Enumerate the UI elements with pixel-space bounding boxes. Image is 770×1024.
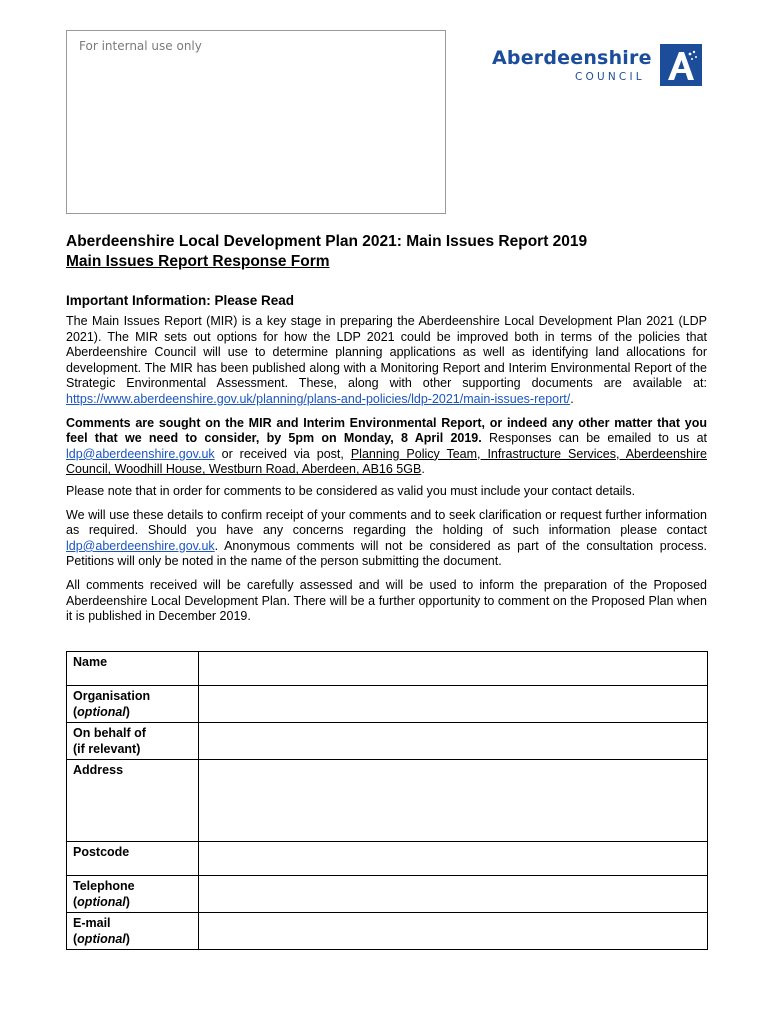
email-field[interactable] [199, 913, 708, 950]
if-relevant-text: (if relevant) [73, 742, 141, 756]
page-title: Aberdeenshire Local Development Plan 2021: Main Issues Report 2019 [66, 233, 588, 250]
organisation-field[interactable] [199, 686, 708, 723]
paragraph-privacy [66, 508, 707, 570]
paren-open: ( [73, 932, 78, 946]
telephone-label [67, 876, 199, 913]
form-row-on-behalf [67, 723, 708, 760]
internal-use-box [66, 30, 446, 214]
responses-text: Responses can be emailed to us at [481, 431, 708, 446]
paren-open: ( [73, 895, 78, 909]
paragraph-deadline [66, 416, 707, 478]
intro-end: . [570, 391, 574, 406]
contact-email-link[interactable]: ldp@aberdeenshire.gov.uk [66, 538, 215, 553]
name-label: Name [67, 652, 199, 686]
postcode-label: Postcode [67, 842, 199, 876]
paren-open: ( [73, 705, 78, 719]
telephone-text: Telephone [73, 879, 135, 893]
on-behalf-field[interactable] [199, 723, 708, 760]
address-field[interactable] [199, 760, 708, 842]
privacy-text: We will use these details to confirm receipt of your comments and to seek clarification or request further information as required. Should you have any concerns regarding the holding of such information please contact [66, 507, 707, 538]
logo-subtitle: COUNCIL [575, 71, 645, 83]
important-heading: Important Information: Please Read [66, 293, 295, 308]
deadline-text: Comments are sought on the MIR and Interim Environmental Report, or indeed any other matter that you feel that we need to consider, by 5pm on Monday, 8 April 2019. [66, 415, 707, 446]
email-label [67, 913, 199, 950]
optional-text: optional [77, 705, 126, 719]
internal-use-label: For internal use only [79, 39, 202, 53]
privacy-text-end: . Anonymous comments will not be considered as part of the consultation process. Petitions will only be noted in the name of the person submitting the document. [66, 538, 707, 569]
page-subtitle: Main Issues Report Response Form [66, 253, 330, 270]
telephone-field[interactable] [199, 876, 708, 913]
postal-address: Planning Policy Team, Infrastructure Services, Aberdeenshire Council, Woodhill House, Westburn Road, Aberdeen, AB16 5GB [66, 446, 707, 477]
logo-a-icon [660, 44, 702, 86]
deadline-end: . [421, 462, 425, 477]
form-row-telephone [67, 876, 708, 913]
form-row-address [67, 760, 708, 842]
name-field[interactable] [199, 652, 708, 686]
document-body [66, 232, 707, 635]
post-text: or received via post, [214, 446, 351, 461]
mir-link[interactable]: https://www.aberdeenshire.gov.uk/planning/plans-and-policies/ldp-2021/main-issues-report/ [66, 391, 571, 406]
paragraph-validity: Please note that in order for comments to be considered as valid you must include your contact details. [66, 483, 636, 498]
paren-close: ) [125, 705, 130, 719]
paragraph-assessment: All comments received will be carefully assessed and will be used to inform the preparation of the Proposed Aberdeenshire Local Development Plan. There will be a further opportunity to comment on the Proposed Plan when it is published in December 2019. [66, 577, 707, 624]
email-link[interactable]: ldp@aberdeenshire.gov.uk [66, 446, 215, 461]
postcode-field[interactable] [199, 842, 708, 876]
organisation-text: Organisation [73, 689, 151, 703]
form-row-name [67, 652, 708, 686]
council-logo [492, 44, 707, 90]
form-row-organisation [67, 686, 708, 723]
intro-text: The Main Issues Report (MIR) is a key stage in preparing the Aberdeenshire Local Development Plan 2021 (LDP 2021). The MIR sets out options for how the LDP 2021 could be improved both in terms of the policies that Aberdeenshire Council will use to determine planning applications as well as identifying land allocations for development. The MIR has been published along with a Monitoring Report and Interim Environmental Report of the Strategic Environmental Assessment. These, along with other supporting documents are available at: [66, 314, 707, 391]
on-behalf-label [67, 723, 199, 760]
paren-close: ) [125, 932, 130, 946]
contact-details-form [66, 651, 708, 950]
optional-text: optional [77, 932, 126, 946]
on-behalf-text: On behalf of [73, 726, 146, 740]
optional-text: optional [77, 895, 126, 909]
address-label: Address [67, 760, 199, 842]
logo-name: Aberdeenshire [492, 47, 652, 69]
form-row-postcode [67, 842, 708, 876]
paren-close: ) [125, 895, 130, 909]
organisation-label [67, 686, 199, 723]
email-text: E-mail [73, 916, 111, 930]
form-row-email [67, 913, 708, 950]
paragraph-intro [66, 314, 707, 408]
